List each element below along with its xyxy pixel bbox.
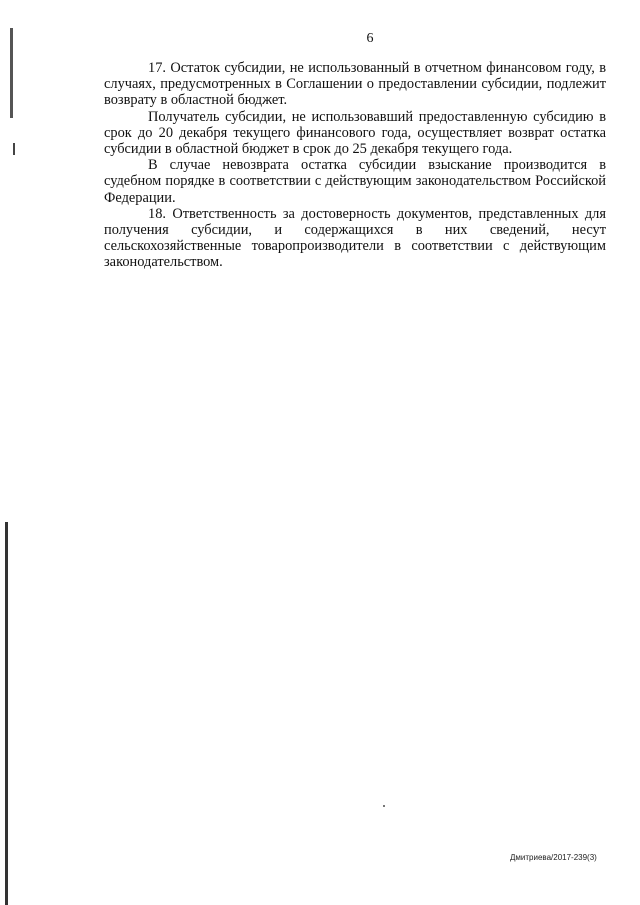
scan-edge-artifact	[10, 28, 13, 118]
scan-dot-artifact	[383, 805, 385, 807]
paragraph-18: 18. Ответственность за достоверность документов, представленных для получения субсидии, и содержащихся в них сведений, несут сельскохозяйственные товаропроизводители в соответствии с действующим законодательством.	[104, 205, 606, 271]
scan-edge-artifact	[13, 143, 15, 155]
paragraph-recipient-refund: Получатель субсидии, не использовавший предоставленную субсидию в срок до 20 декабря текущего финансового года, осуществляет возврат остатка субсидии в областной бюджет в срок до 25 декабря текущего года.	[104, 108, 606, 158]
document-body	[104, 60, 606, 271]
footer-reference: Дмитриева/2017-239(3)	[510, 853, 597, 862]
page-number: 6	[366, 31, 374, 46]
scan-edge-artifact	[5, 522, 8, 905]
paragraph-17: 17. Остаток субсидии, не использованный в отчетном финансовом году, в случаях, предусмотренных в Соглашении о предоставлении субсидии, подлежит возврату в областной бюджет.	[104, 60, 606, 109]
paragraph-court-recovery: В случае невозврата остатка субсидии взыскание производится в судебном порядке в соответствии с действующим законодательством Российской Федерации.	[104, 157, 606, 206]
